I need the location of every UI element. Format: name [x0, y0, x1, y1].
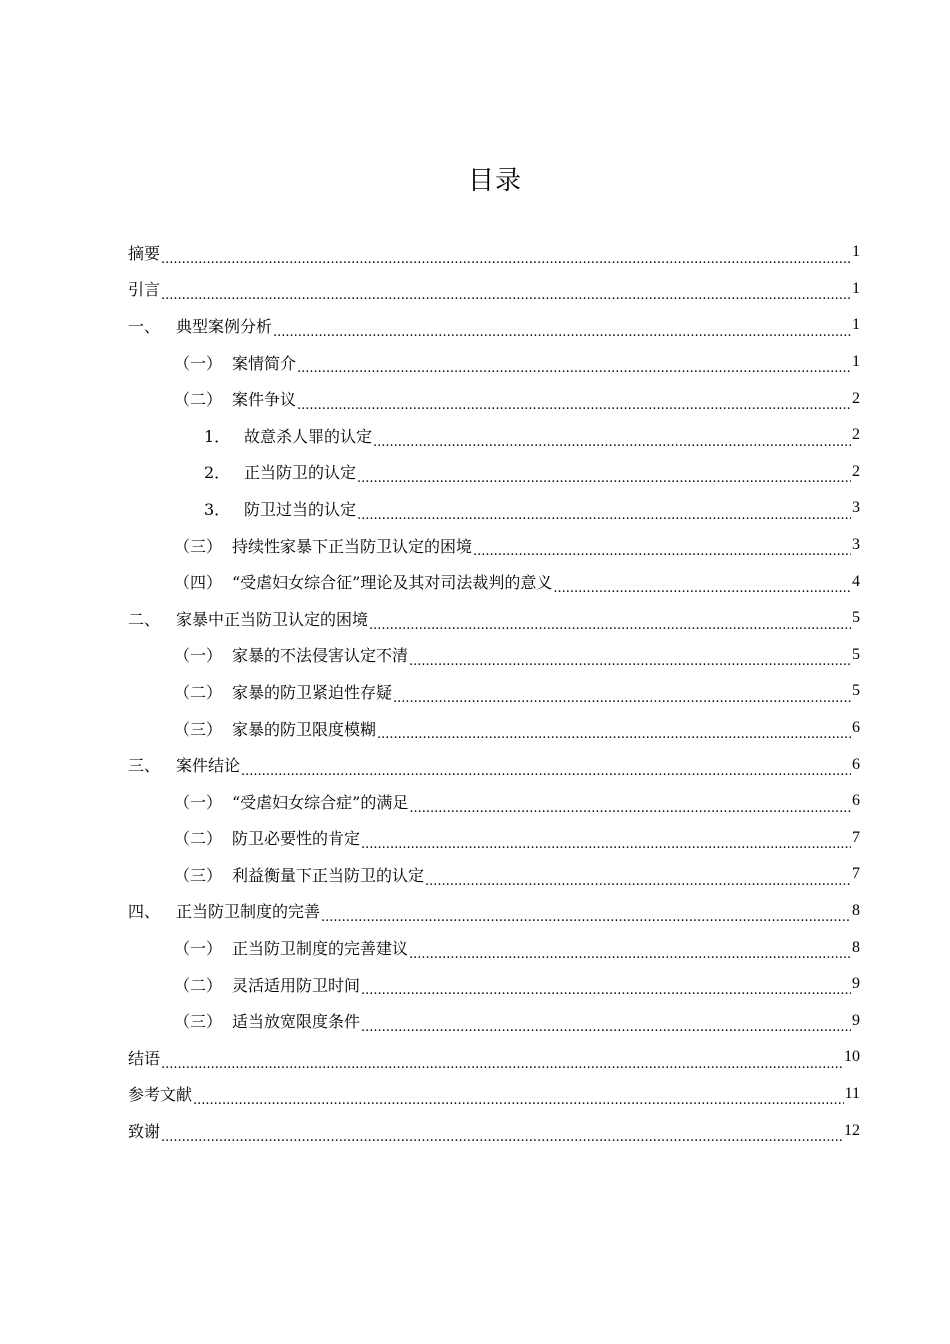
dot-leader: [161, 1054, 843, 1076]
toc-page-number: 6: [852, 719, 860, 737]
toc-entry-text: 正当防卫制度的完善建议: [232, 939, 409, 959]
toc-entry-text: 正当防卫制度的完善: [176, 902, 321, 922]
toc-entry-number: （三）: [174, 1012, 223, 1032]
toc-page-number: 1: [852, 353, 860, 371]
toc-entry-text: “受虐妇女综合征”理论及其对司法裁判的意义: [232, 573, 553, 593]
dot-leader: [297, 395, 851, 417]
toc-entry[interactable]: [128, 856, 860, 893]
toc-entry-number: （三）: [174, 719, 223, 739]
toc-page-number: 2: [852, 462, 860, 480]
dot-leader: [361, 1017, 851, 1039]
toc-entry-text: 家暴中正当防卫认定的困境: [176, 609, 369, 629]
dot-leader: [321, 907, 851, 929]
toc-page-number: 2: [852, 389, 860, 407]
toc-page-number: 3: [852, 499, 860, 517]
dot-leader: [273, 322, 851, 344]
toc-entry[interactable]: [128, 380, 860, 417]
toc-entry-text: 故意杀人罪的认定: [244, 426, 373, 446]
toc-entry-text: 案情简介: [232, 353, 297, 373]
toc-entry-text: 正当防卫的认定: [244, 463, 357, 483]
toc-page-number: 9: [852, 1011, 860, 1029]
toc-entry-number: （四）: [174, 573, 223, 593]
toc-entry-text: 案件争议: [232, 390, 297, 410]
toc-entry[interactable]: [128, 1002, 860, 1039]
toc-entry[interactable]: [128, 746, 860, 783]
toc-entry[interactable]: [128, 893, 860, 930]
toc-page-number: 11: [844, 1084, 860, 1102]
toc-entry[interactable]: [128, 454, 860, 491]
toc-page-number: 7: [852, 828, 860, 846]
toc-entry[interactable]: [128, 527, 860, 564]
toc-entry-number: （一）: [174, 353, 223, 373]
toc-entry-number: （二）: [174, 975, 223, 995]
toc-entry-text: 典型案例分析: [176, 316, 273, 336]
toc-page-number: 9: [852, 975, 860, 993]
toc-page-number: 2: [852, 426, 860, 444]
toc-entry-number: 3．: [204, 499, 231, 519]
toc-entry[interactable]: [128, 417, 860, 454]
dot-leader: [393, 688, 851, 710]
dot-leader: [553, 578, 851, 600]
toc-page-number: 8: [852, 938, 860, 956]
dot-leader: [297, 358, 851, 380]
toc-entry-text: 防卫必要性的肯定: [232, 829, 361, 849]
dot-leader: [409, 651, 851, 673]
dot-leader: [241, 761, 851, 783]
dot-leader: [193, 1090, 844, 1112]
toc-entry[interactable]: [128, 820, 860, 857]
toc-entry-number: 2．: [204, 463, 231, 483]
toc-entry-number: （一）: [174, 939, 223, 959]
toc-page-number: 5: [852, 645, 860, 663]
dot-leader: [357, 505, 851, 527]
toc-entry[interactable]: [128, 710, 860, 747]
toc-entry[interactable]: [128, 307, 860, 344]
toc-entry[interactable]: [128, 637, 860, 674]
toc-entry-text: 适当放宽限度条件: [232, 1012, 361, 1032]
toc-page-number: 6: [852, 755, 860, 773]
toc-entry[interactable]: [128, 600, 860, 637]
toc-page-number: 10: [844, 1048, 860, 1066]
toc-entry-text: 家暴的防卫限度模糊: [232, 719, 377, 739]
toc-entry-number: （二）: [174, 829, 223, 849]
toc-page-number: 7: [852, 865, 860, 883]
toc-entry-text: 结语: [128, 1048, 161, 1068]
toc-page-number: 3: [852, 536, 860, 554]
toc-entry-text: 致谢: [128, 1122, 161, 1142]
toc-page-number: 12: [844, 1121, 860, 1139]
dot-leader: [161, 249, 851, 271]
dot-leader: [409, 944, 851, 966]
dot-leader: [361, 980, 851, 1002]
toc-title: 目录: [467, 166, 522, 196]
toc-entry-number: 三、: [128, 756, 161, 776]
toc-entry[interactable]: [128, 234, 860, 271]
toc-page-number: 8: [852, 901, 860, 919]
toc-page-number: 5: [852, 682, 860, 700]
toc-page-number: 1: [852, 279, 860, 297]
toc-page-number: 1: [852, 316, 860, 334]
toc-entry-number: （一）: [174, 792, 223, 812]
dot-leader: [161, 1127, 843, 1149]
toc-entry[interactable]: [128, 490, 860, 527]
toc-entry[interactable]: [128, 563, 860, 600]
toc-entry[interactable]: [128, 1112, 860, 1149]
toc-entry[interactable]: [128, 1076, 860, 1113]
toc-page-number: 5: [852, 609, 860, 627]
toc-entry-text: 防卫过当的认定: [244, 499, 357, 519]
toc-entry-text: 引言: [128, 280, 161, 300]
dot-leader: [161, 285, 851, 307]
dot-leader: [473, 541, 851, 563]
dot-leader: [425, 871, 851, 893]
toc-entry-number: （三）: [174, 865, 223, 885]
dot-leader: [373, 432, 851, 454]
dot-leader: [369, 615, 851, 637]
toc-entry[interactable]: [128, 783, 860, 820]
toc-entry[interactable]: [128, 929, 860, 966]
toc-entry-text: 灵活适用防卫时间: [232, 975, 361, 995]
dot-leader: [361, 834, 851, 856]
toc-page-number: 4: [852, 572, 860, 590]
dot-leader: [409, 798, 851, 820]
toc-entry-number: 一、: [128, 316, 161, 336]
toc-entry-number: 二、: [128, 609, 161, 629]
dot-leader: [357, 468, 851, 490]
toc-entry[interactable]: [128, 673, 860, 710]
toc-entry-number: （二）: [174, 390, 223, 410]
toc-entry[interactable]: [128, 344, 860, 381]
toc-entry-text: “受虐妇女综合症”的满足: [232, 792, 409, 812]
toc-page-number: 6: [852, 792, 860, 810]
toc-entry-number: （一）: [174, 646, 223, 666]
toc-entry[interactable]: [128, 1039, 860, 1076]
toc-entry-text: 家暴的防卫紧迫性存疑: [232, 682, 393, 702]
toc-entry-text: 参考文献: [128, 1085, 193, 1105]
toc-entry-number: 1．: [204, 426, 231, 446]
toc-entry[interactable]: [128, 271, 860, 308]
toc-entry-number: （二）: [174, 682, 223, 702]
toc-page-number: 1: [852, 243, 860, 261]
toc-entry-text: 摘要: [128, 243, 161, 263]
toc-entry-text: 家暴的不法侵害认定不清: [232, 646, 409, 666]
toc-entry-text: 案件结论: [176, 756, 241, 776]
toc-entry-number: 四、: [128, 902, 161, 922]
toc-entry[interactable]: [128, 966, 860, 1003]
toc-entry-text: 持续性家暴下正当防卫认定的困境: [232, 536, 473, 556]
table-of-contents: [128, 234, 860, 1149]
dot-leader: [377, 724, 851, 746]
toc-entry-number: （三）: [174, 536, 223, 556]
toc-entry-text: 利益衡量下正当防卫的认定: [232, 865, 425, 885]
